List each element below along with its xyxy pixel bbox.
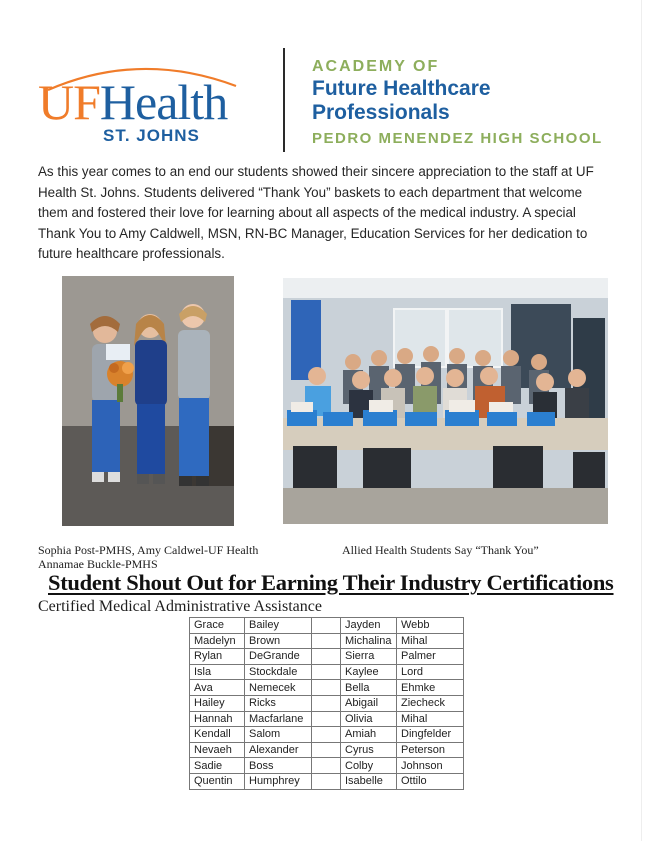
uf-health-logo: [38, 74, 227, 130]
last-name-cell: Bailey: [245, 618, 312, 634]
last-name-cell: DeGrande: [245, 649, 312, 665]
certification-name: Certified Medical Administrative Assistance: [38, 598, 322, 615]
students-group-photo: [283, 278, 608, 524]
last-name-cell: Nemecek: [245, 680, 312, 696]
logo-subtitle: ST. JOHNS: [103, 126, 200, 145]
last-name-cell: Johnson: [397, 758, 464, 774]
last-name-cell: Ricks: [245, 695, 312, 711]
first-name-cell: Amiah: [341, 727, 397, 743]
table-row: [190, 742, 464, 758]
last-name-cell: Brown: [245, 633, 312, 649]
last-name-cell: Salom: [245, 727, 312, 743]
table-row: [190, 695, 464, 711]
academy-line-2: Future Healthcare: [312, 77, 491, 100]
logo-health: Health: [99, 74, 228, 130]
first-name-cell: Ava: [190, 680, 245, 696]
last-name-cell: Ottilo: [397, 773, 464, 789]
first-name-cell: Isabelle: [341, 773, 397, 789]
first-name-cell: Abigail: [341, 695, 397, 711]
last-name-cell: Ehmke: [397, 680, 464, 696]
shout-out-heading: Student Shout Out for Earning Their Industry Certifications: [48, 570, 614, 595]
empty-cell: [312, 758, 341, 774]
last-name-cell: Webb: [397, 618, 464, 634]
empty-cell: [312, 618, 341, 634]
first-name-cell: Hannah: [190, 711, 245, 727]
academy-line-3: Professionals: [312, 101, 450, 124]
first-name-cell: Nevaeh: [190, 742, 245, 758]
last-name-cell: Macfarlane: [245, 711, 312, 727]
first-name-cell: Sierra: [341, 649, 397, 665]
last-name-cell: Palmer: [397, 649, 464, 665]
table-row: [190, 680, 464, 696]
last-name-cell: Ziecheck: [397, 695, 464, 711]
table-row: [190, 773, 464, 789]
staff-caption-line-1: Sophia Post-PMHS, Amy Caldwel-UF Health: [38, 543, 259, 557]
first-name-cell: Cyrus: [341, 742, 397, 758]
table-row: [190, 633, 464, 649]
empty-cell: [312, 742, 341, 758]
first-name-cell: Colby: [341, 758, 397, 774]
empty-cell: [312, 680, 341, 696]
first-name-cell: Grace: [190, 618, 245, 634]
empty-cell: [312, 711, 341, 727]
last-name-cell: Lord: [397, 664, 464, 680]
header-divider: [283, 48, 285, 152]
intro-paragraph: As this year comes to an end our students showed their sincere appreciation to the staff at UF Health St. Johns. Students delivered “Thank You” baskets to each department that welcome them and fostered their love for learning about all aspects of the medical industry. A special Thank You to Amy Caldwell, MSN, RN-BC Manager, Education Services for her dedication to future healthcare professionals.: [38, 164, 594, 261]
first-name-cell: Jayden: [341, 618, 397, 634]
students-photo-caption: Allied Health Students Say “Thank You”: [342, 543, 539, 557]
empty-cell: [312, 649, 341, 665]
students-table: [189, 617, 464, 790]
first-name-cell: Olivia: [341, 711, 397, 727]
table-row: [190, 711, 464, 727]
first-name-cell: Bella: [341, 680, 397, 696]
last-name-cell: Mihal: [397, 633, 464, 649]
table-row: [190, 664, 464, 680]
first-name-cell: Sadie: [190, 758, 245, 774]
page-edge: [641, 0, 642, 841]
empty-cell: [312, 695, 341, 711]
first-name-cell: Madelyn: [190, 633, 245, 649]
staff-photo: [62, 276, 234, 526]
table-row: [190, 758, 464, 774]
first-name-cell: Michalina: [341, 633, 397, 649]
last-name-cell: Humphrey: [245, 773, 312, 789]
logo-uf: UF: [38, 74, 100, 130]
staff-photo-caption: [38, 543, 258, 571]
staff-caption-line-2: Annamae Buckle-PMHS: [38, 557, 158, 571]
table-row: [190, 727, 464, 743]
academy-line-1: ACADEMY OF: [312, 58, 440, 75]
last-name-cell: Peterson: [397, 742, 464, 758]
first-name-cell: Kaylee: [341, 664, 397, 680]
table-row: [190, 649, 464, 665]
first-name-cell: Quentin: [190, 773, 245, 789]
empty-cell: [312, 727, 341, 743]
first-name-cell: Hailey: [190, 695, 245, 711]
first-name-cell: Kendall: [190, 727, 245, 743]
first-name-cell: Isla: [190, 664, 245, 680]
first-name-cell: Rylan: [190, 649, 245, 665]
academy-line-4: PEDRO MENENDEZ HIGH SCHOOL: [312, 130, 603, 147]
last-name-cell: Mihal: [397, 711, 464, 727]
last-name-cell: Stockdale: [245, 664, 312, 680]
last-name-cell: Alexander: [245, 742, 312, 758]
last-name-cell: Boss: [245, 758, 312, 774]
empty-cell: [312, 633, 341, 649]
empty-cell: [312, 773, 341, 789]
table-row: [190, 618, 464, 634]
empty-cell: [312, 664, 341, 680]
last-name-cell: Dingfelder: [397, 727, 464, 743]
